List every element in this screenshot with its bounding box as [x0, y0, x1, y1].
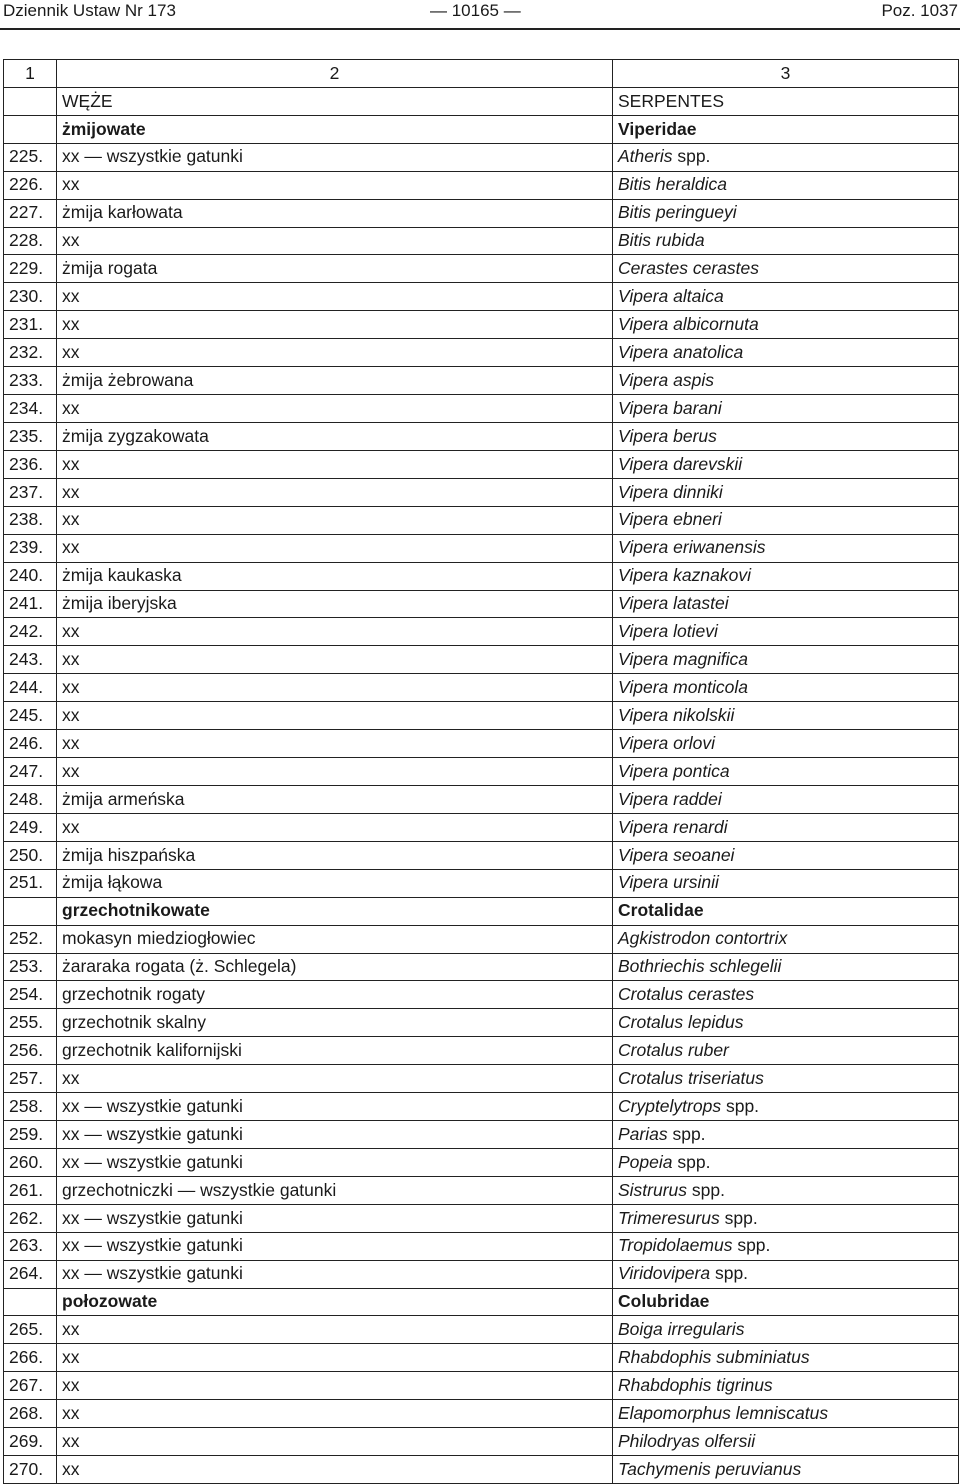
latin-name-cell	[613, 143, 959, 171]
row-number: 247.	[4, 758, 57, 786]
table-row	[4, 1456, 959, 1484]
polish-name: xx	[57, 1344, 613, 1372]
row-number: 238.	[4, 506, 57, 534]
table-row	[4, 311, 959, 339]
latin-name: Bitis rubida	[618, 230, 705, 251]
latin-name-cell	[613, 534, 959, 562]
latin-name-cell	[613, 1316, 959, 1344]
section-row	[4, 115, 959, 143]
row-number: 263.	[4, 1232, 57, 1260]
row-number: 267.	[4, 1372, 57, 1400]
latin-name: Vipera kaznakovi	[618, 565, 751, 586]
latin-suffix: spp.	[672, 1151, 711, 1172]
polish-name: xx	[57, 283, 613, 311]
table-row	[4, 339, 959, 367]
latin-name-cell	[613, 590, 959, 618]
latin-name: Vipera magnifica	[618, 649, 749, 670]
polish-name: żararaka rogata (ż. Schlegela)	[57, 953, 613, 981]
row-number: 257.	[4, 1065, 57, 1093]
row-number: 262.	[4, 1204, 57, 1232]
table-row	[4, 981, 959, 1009]
table-row	[4, 422, 959, 450]
latin-name: Vipera renardi	[618, 816, 728, 837]
table-row	[4, 534, 959, 562]
polish-name: żmija iberyjska	[57, 590, 613, 618]
polish-name: xx	[57, 1065, 613, 1093]
page-header	[0, 0, 960, 26]
row-number: 246.	[4, 730, 57, 758]
table-row	[4, 199, 959, 227]
section-row	[4, 897, 959, 925]
latin-name: Vipera orlovi	[618, 732, 715, 753]
latin-name-cell	[613, 1093, 959, 1121]
table-row	[4, 283, 959, 311]
latin-suffix: spp.	[672, 146, 711, 167]
latin-name: Crotalus triseriatus	[618, 1067, 764, 1088]
latin-name-cell	[613, 171, 959, 199]
latin-name: Vipera dinniki	[618, 481, 723, 502]
row-number: 232.	[4, 339, 57, 367]
row-number: 243.	[4, 646, 57, 674]
latin-name: Colubridae	[618, 1291, 710, 1312]
polish-name: żmija armeńska	[57, 785, 613, 813]
latin-name: Vipera monticola	[618, 676, 749, 697]
polish-name: xx — wszystkie gatunki	[57, 143, 613, 171]
latin-name: Trimeresurus	[618, 1207, 720, 1228]
table-row	[4, 785, 959, 813]
column-header-3: 3	[613, 60, 959, 88]
latin-name: Vipera lotievi	[618, 621, 718, 642]
table-row	[4, 953, 959, 981]
latin-suffix: spp.	[721, 1095, 760, 1116]
column-header-row	[4, 60, 959, 88]
latin-name: Vipera latastei	[618, 593, 729, 614]
latin-name: Crotalidae	[618, 900, 704, 921]
latin-name-cell	[613, 422, 959, 450]
polish-name: żmija hiszpańska	[57, 841, 613, 869]
latin-name-cell	[613, 478, 959, 506]
table-row	[4, 1121, 959, 1149]
table-row	[4, 869, 959, 897]
polish-name: xx — wszystkie gatunki	[57, 1260, 613, 1288]
latin-name-cell	[613, 869, 959, 897]
table-row	[4, 562, 959, 590]
polish-name: xx	[57, 674, 613, 702]
row-number	[4, 115, 57, 143]
row-number	[4, 1288, 57, 1316]
species-table	[3, 59, 959, 1484]
section-title-latin	[613, 115, 959, 143]
row-number: 234.	[4, 395, 57, 423]
row-number: 266.	[4, 1344, 57, 1372]
latin-name: Agkistrodon contortrix	[618, 928, 788, 949]
latin-name-cell	[613, 339, 959, 367]
latin-name-cell	[613, 1065, 959, 1093]
section-title-polish: WĘŻE	[57, 87, 613, 115]
polish-name: xx	[57, 730, 613, 758]
table-row	[4, 1316, 959, 1344]
row-number: 228.	[4, 227, 57, 255]
section-title-polish: żmijowate	[57, 115, 613, 143]
table-row	[4, 1093, 959, 1121]
row-number: 250.	[4, 841, 57, 869]
column-header-2: 2	[57, 60, 613, 88]
row-number: 249.	[4, 813, 57, 841]
row-number: 253.	[4, 953, 57, 981]
latin-name: Crotalus lepidus	[618, 1012, 744, 1033]
latin-name-cell	[613, 1204, 959, 1232]
row-number: 264.	[4, 1260, 57, 1288]
table-row	[4, 227, 959, 255]
row-number: 245.	[4, 702, 57, 730]
latin-name: Rhabdophis tigrinus	[618, 1375, 773, 1396]
latin-suffix: spp.	[719, 1207, 758, 1228]
row-number: 225.	[4, 143, 57, 171]
table-row	[4, 590, 959, 618]
latin-name-cell	[613, 1232, 959, 1260]
polish-name: xx	[57, 758, 613, 786]
section-title-polish: grzechotnikowate	[57, 897, 613, 925]
latin-suffix: spp.	[687, 1179, 725, 1200]
latin-name: Bitis heraldica	[618, 174, 727, 195]
latin-name: Vipera aspis	[618, 369, 714, 390]
row-number: 233.	[4, 367, 57, 395]
latin-name: Vipera berus	[618, 425, 717, 446]
table-row	[4, 1009, 959, 1037]
polish-name: grzechotniczki — wszystkie gatunki	[57, 1176, 613, 1204]
latin-name-cell	[613, 1372, 959, 1400]
row-number: 239.	[4, 534, 57, 562]
table-row	[4, 1428, 959, 1456]
table-row	[4, 730, 959, 758]
latin-name: Vipera anatolica	[618, 341, 744, 362]
polish-name: żmija zygzakowata	[57, 422, 613, 450]
latin-name: Vipera raddei	[618, 788, 722, 809]
row-number: 251.	[4, 869, 57, 897]
section-title-latin	[613, 87, 959, 115]
latin-name: Tropidolaemus	[618, 1235, 733, 1256]
section-row	[4, 1288, 959, 1316]
table-row	[4, 1372, 959, 1400]
table-row	[4, 1232, 959, 1260]
polish-name: grzechotnik rogaty	[57, 981, 613, 1009]
latin-name: Sistrurus	[618, 1179, 688, 1200]
polish-name: żmija karłowata	[57, 199, 613, 227]
row-number: 265.	[4, 1316, 57, 1344]
section-title-latin	[613, 897, 959, 925]
latin-name-cell	[613, 758, 959, 786]
polish-name: xx	[57, 1456, 613, 1484]
latin-name: Elapomorphus lemniscatus	[618, 1402, 829, 1423]
latin-name: Crotalus cerastes	[618, 984, 755, 1005]
journal-title: Dziennik Ustaw Nr 173	[3, 1, 176, 20]
polish-name: xx	[57, 339, 613, 367]
latin-name: Vipera pontica	[618, 760, 730, 781]
section-title-polish: połozowate	[57, 1288, 613, 1316]
latin-name: Cerastes cerastes	[618, 258, 760, 279]
row-number: 252.	[4, 925, 57, 953]
row-number	[4, 87, 57, 115]
latin-name-cell	[613, 395, 959, 423]
latin-name-cell	[613, 925, 959, 953]
latin-name-cell	[613, 367, 959, 395]
row-number: 261.	[4, 1176, 57, 1204]
polish-name: grzechotnik skalny	[57, 1009, 613, 1037]
polish-name: grzechotnik kalifornijski	[57, 1037, 613, 1065]
latin-name: Vipera barani	[618, 397, 722, 418]
table-row	[4, 758, 959, 786]
polish-name: xx	[57, 534, 613, 562]
polish-name: xx	[57, 1428, 613, 1456]
latin-name: Cryptelytrops	[618, 1095, 722, 1116]
table-row	[4, 1176, 959, 1204]
table-row	[4, 171, 959, 199]
row-number: 258.	[4, 1093, 57, 1121]
row-number: 269.	[4, 1428, 57, 1456]
row-number: 236.	[4, 450, 57, 478]
latin-name: Vipera darevskii	[618, 453, 743, 474]
polish-name: xx	[57, 1372, 613, 1400]
table-row	[4, 143, 959, 171]
latin-name-cell	[613, 674, 959, 702]
polish-name: xx	[57, 171, 613, 199]
latin-name: Vipera albicornuta	[618, 314, 759, 334]
section-row	[4, 87, 959, 115]
latin-name-cell	[613, 1121, 959, 1149]
polish-name: xx	[57, 813, 613, 841]
polish-name: xx	[57, 618, 613, 646]
row-number: 231.	[4, 311, 57, 339]
latin-name-cell	[613, 283, 959, 311]
polish-name: xx	[57, 395, 613, 423]
page-number: — 10165 —	[430, 1, 521, 20]
polish-name: xx	[57, 1400, 613, 1428]
table-row	[4, 813, 959, 841]
table-row	[4, 841, 959, 869]
row-number: 254.	[4, 981, 57, 1009]
latin-name: Philodryas olfersii	[618, 1430, 756, 1451]
row-number: 244.	[4, 674, 57, 702]
polish-name: mokasyn miedziogłowiec	[57, 925, 613, 953]
latin-name: Popeia	[618, 1151, 673, 1172]
table-row	[4, 1148, 959, 1176]
polish-name: xx	[57, 646, 613, 674]
latin-name-cell	[613, 1260, 959, 1288]
polish-name: xx	[57, 1316, 613, 1344]
latin-name-cell	[613, 618, 959, 646]
latin-name-cell	[613, 702, 959, 730]
latin-name-cell	[613, 981, 959, 1009]
latin-name: Rhabdophis subminiatus	[618, 1347, 810, 1368]
polish-name: xx — wszystkie gatunki	[57, 1204, 613, 1232]
latin-name-cell	[613, 1148, 959, 1176]
row-number: 259.	[4, 1121, 57, 1149]
table-row	[4, 450, 959, 478]
row-number: 260.	[4, 1148, 57, 1176]
latin-name-cell	[613, 1037, 959, 1065]
latin-suffix: spp.	[667, 1123, 706, 1144]
row-number: 270.	[4, 1456, 57, 1484]
latin-name: Parias	[618, 1123, 668, 1144]
latin-suffix: spp.	[710, 1263, 749, 1284]
table-row	[4, 702, 959, 730]
latin-name: Bitis peringueyi	[618, 202, 737, 223]
latin-name-cell	[613, 506, 959, 534]
row-number: 241.	[4, 590, 57, 618]
table-row	[4, 1037, 959, 1065]
polish-name: xx — wszystkie gatunki	[57, 1148, 613, 1176]
row-number	[4, 897, 57, 925]
table-row	[4, 925, 959, 953]
table-row	[4, 1065, 959, 1093]
latin-name: Viperidae	[618, 118, 697, 139]
latin-name-cell	[613, 1009, 959, 1037]
polish-name: xx	[57, 311, 613, 339]
polish-name: xx — wszystkie gatunki	[57, 1121, 613, 1149]
table-row	[4, 618, 959, 646]
row-number: 255.	[4, 1009, 57, 1037]
row-number: 248.	[4, 785, 57, 813]
row-number: 235.	[4, 422, 57, 450]
latin-name-cell	[613, 813, 959, 841]
polish-name: xx	[57, 227, 613, 255]
latin-name: SERPENTES	[618, 90, 724, 111]
latin-name-cell	[613, 1428, 959, 1456]
latin-name: Tachymenis peruvianus	[618, 1458, 802, 1479]
latin-name-cell	[613, 785, 959, 813]
table-row	[4, 1204, 959, 1232]
latin-name-cell	[613, 450, 959, 478]
latin-name-cell	[613, 1456, 959, 1484]
polish-name: żmija kaukaska	[57, 562, 613, 590]
polish-name: xx	[57, 450, 613, 478]
table-row	[4, 1260, 959, 1288]
polish-name: xx — wszystkie gatunki	[57, 1093, 613, 1121]
row-number: 256.	[4, 1037, 57, 1065]
row-number: 227.	[4, 199, 57, 227]
row-number: 237.	[4, 478, 57, 506]
latin-name-cell	[613, 1400, 959, 1428]
table-row	[4, 478, 959, 506]
latin-name-cell	[613, 1176, 959, 1204]
table-row	[4, 1400, 959, 1428]
latin-name: Vipera eriwanensis	[618, 537, 766, 558]
polish-name: xx	[57, 702, 613, 730]
row-number: 229.	[4, 255, 57, 283]
latin-name-cell	[613, 646, 959, 674]
polish-name: żmija rogata	[57, 255, 613, 283]
row-number: 226.	[4, 171, 57, 199]
row-number: 230.	[4, 283, 57, 311]
header-divider	[0, 28, 960, 30]
latin-name-cell	[613, 311, 959, 339]
latin-name: Atheris	[618, 146, 673, 167]
position-number: Poz. 1037	[881, 1, 958, 20]
polish-name: xx	[57, 478, 613, 506]
latin-name-cell	[613, 1344, 959, 1372]
polish-name: xx — wszystkie gatunki	[57, 1232, 613, 1260]
polish-name: xx	[57, 506, 613, 534]
table-row	[4, 506, 959, 534]
latin-name: Vipera ebneri	[618, 509, 722, 530]
latin-name: Boiga irregularis	[618, 1319, 745, 1340]
table-row	[4, 1344, 959, 1372]
table-row	[4, 367, 959, 395]
latin-name-cell	[613, 562, 959, 590]
table-row	[4, 646, 959, 674]
table-row	[4, 674, 959, 702]
table-row	[4, 255, 959, 283]
polish-name: żmija żebrowana	[57, 367, 613, 395]
latin-name-cell	[613, 953, 959, 981]
latin-name-cell	[613, 841, 959, 869]
row-number: 268.	[4, 1400, 57, 1428]
table-row	[4, 395, 959, 423]
latin-name-cell	[613, 255, 959, 283]
row-number: 240.	[4, 562, 57, 590]
latin-name-cell	[613, 227, 959, 255]
latin-name: Vipera ursinii	[618, 872, 719, 893]
latin-name-cell	[613, 199, 959, 227]
latin-name-cell	[613, 730, 959, 758]
row-number: 242.	[4, 618, 57, 646]
latin-suffix: spp.	[732, 1235, 771, 1256]
latin-name: Vipera seoanei	[618, 844, 735, 865]
latin-name: Vipera altaica	[618, 286, 724, 307]
polish-name: żmija łąkowa	[57, 869, 613, 897]
latin-name: Crotalus ruber	[618, 1039, 729, 1060]
latin-name: Bothriechis schlegelii	[618, 956, 782, 977]
section-title-latin	[613, 1288, 959, 1316]
latin-name: Viridovipera	[618, 1263, 711, 1284]
column-header-1: 1	[4, 60, 57, 88]
latin-name: Vipera nikolskii	[618, 704, 735, 725]
